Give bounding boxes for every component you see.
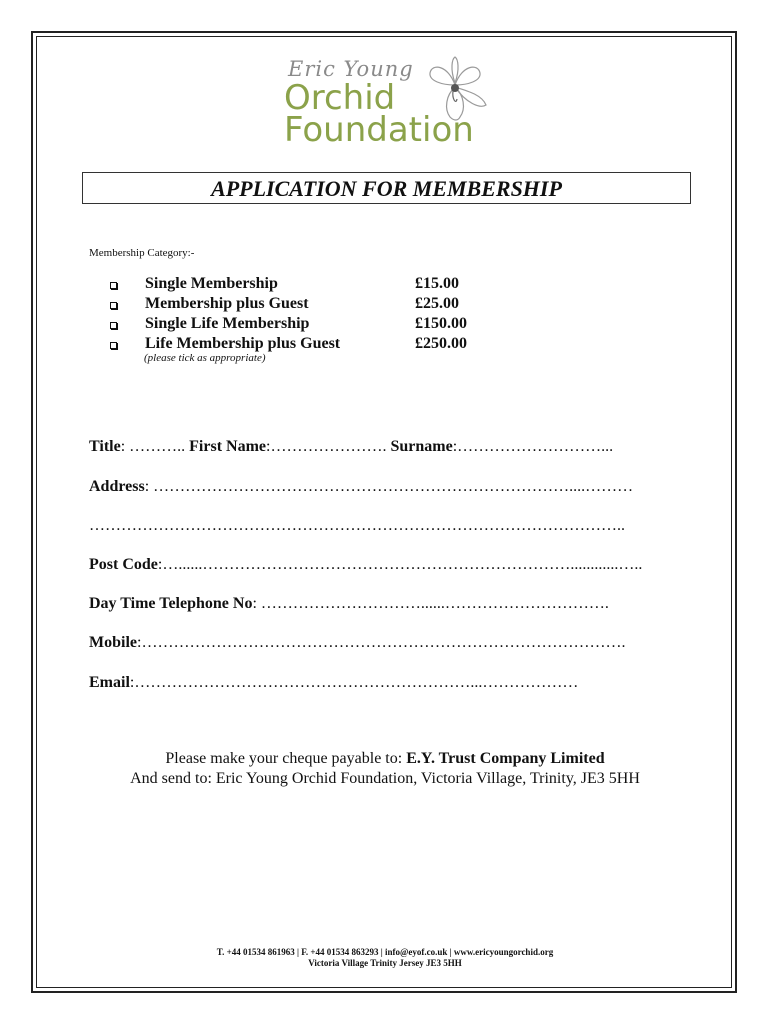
send-to-line: And send to: Eric Young Orchid Foundation, Victoria Village, Trinity, JE3 5HH [130, 770, 640, 787]
category-option-plus-guest [110, 295, 490, 315]
category-name: Life Membership plus Guest [145, 335, 341, 352]
checkbox-single-life[interactable] [110, 322, 117, 329]
mobile-input[interactable]: :………………………………………………………………………………. [137, 634, 626, 651]
address-row [89, 478, 633, 496]
category-name: Membership plus Guest [145, 295, 309, 312]
category-option-single-life [110, 315, 490, 335]
category-option-single [110, 275, 490, 295]
tick-instruction: (please tick as appropriate) [144, 352, 266, 364]
logo-script-text: Eric Young [288, 57, 414, 81]
category-name: Single Life Membership [145, 315, 310, 332]
payee-name: E.Y. Trust Company Limited [406, 750, 605, 767]
surname-label: Surname [390, 438, 453, 455]
address-line2-input[interactable]: ……………………………………………………………………………………….. [89, 517, 625, 534]
category-price: £15.00 [415, 275, 459, 292]
title-input[interactable]: : ……….. [120, 438, 190, 455]
postcode-input[interactable]: :…......……………………………………………………………............….. [157, 556, 643, 573]
mobile-row [89, 634, 625, 652]
footer-address: Victoria Village Trinity Jersey JE3 5HH [308, 958, 462, 968]
address-label: Address [89, 478, 145, 495]
checkbox-life-plus-guest[interactable] [110, 342, 117, 349]
surname-input[interactable]: :………………………... [452, 438, 614, 455]
address-input[interactable]: : ……………………………………………………………………....……… [144, 478, 634, 495]
mobile-label: Mobile [89, 634, 137, 651]
logo-word-orchid: Orchid [284, 78, 396, 118]
email-label: Email [89, 674, 130, 691]
name-row [89, 438, 613, 456]
membership-category-label: Membership Category:- [89, 247, 195, 259]
checkbox-single[interactable] [110, 282, 117, 289]
checkbox-plus-guest[interactable] [110, 302, 117, 309]
first-name-input[interactable]: :…………………. [266, 438, 391, 455]
postcode-row [89, 556, 642, 574]
phone-input[interactable]: : …………………………......…………………………. [252, 595, 609, 612]
title-label: Title [89, 438, 121, 455]
category-price: £25.00 [415, 295, 459, 312]
logo-word-foundation: Foundation [284, 110, 474, 150]
payable-line [0, 750, 770, 768]
orchid-flower-icon [420, 55, 490, 125]
category-price: £250.00 [415, 335, 467, 352]
phone-row [89, 595, 609, 613]
foundation-logo [280, 55, 495, 155]
category-price: £150.00 [415, 315, 467, 332]
address-line2-row [89, 517, 625, 535]
category-name: Single Membership [145, 275, 278, 292]
footer-contact: T. +44 01534 861963 | F. +44 01534 863293 | info@eyof.co.uk | www.ericyoungorchid.org [216, 947, 554, 957]
form-title-box [82, 172, 691, 204]
form-title: APPLICATION FOR MEMBERSHIP [211, 176, 562, 201]
membership-category-list [110, 275, 490, 355]
email-row [89, 674, 578, 692]
phone-label: Day Time Telephone No [89, 595, 253, 612]
postcode-label: Post Code [89, 556, 158, 573]
first-name-label: First Name [189, 438, 267, 455]
email-input[interactable]: :………………………………………………………...……………… [129, 674, 579, 691]
payable-prefix: Please make your cheque payable to: [165, 750, 407, 767]
